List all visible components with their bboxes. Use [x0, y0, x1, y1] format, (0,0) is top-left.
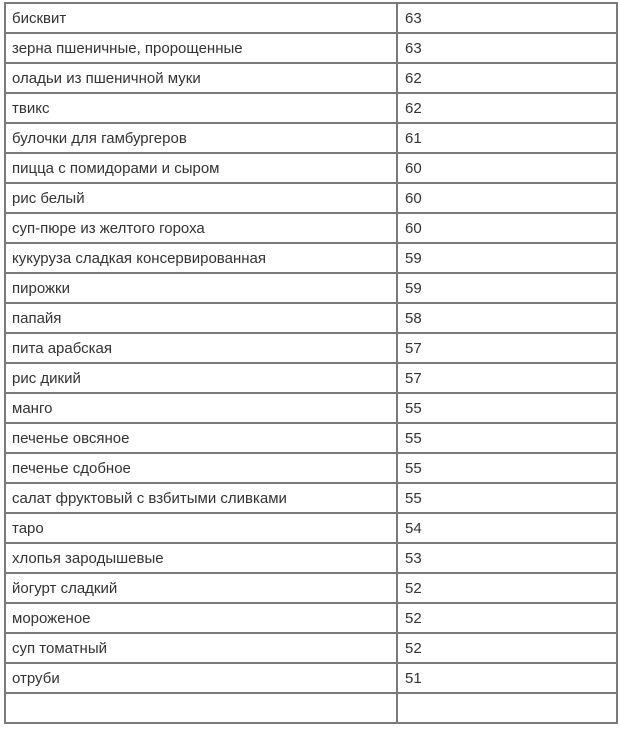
table-row	[5, 153, 617, 183]
food-name-cell: папайя	[5, 303, 397, 333]
glycemic-index-cell: 58	[397, 303, 617, 333]
table-row	[5, 573, 617, 603]
glycemic-index-cell	[397, 693, 617, 723]
food-name-cell: пита арабская	[5, 333, 397, 363]
glycemic-index-cell: 51	[397, 663, 617, 693]
food-name-cell: йогурт сладкий	[5, 573, 397, 603]
glycemic-index-cell: 53	[397, 543, 617, 573]
food-name-cell: салат фруктовый с взбитыми сливками	[5, 483, 397, 513]
food-name-cell: хлопья зародышевые	[5, 543, 397, 573]
food-name-cell: зерна пшеничные, пророщенные	[5, 33, 397, 63]
glycemic-index-cell: 55	[397, 423, 617, 453]
table-row	[5, 3, 617, 33]
table-row	[5, 213, 617, 243]
food-name-cell: печенье сдобное	[5, 453, 397, 483]
food-name-cell: суп-пюре из желтого гороха	[5, 213, 397, 243]
glycemic-index-cell: 60	[397, 183, 617, 213]
food-name-cell: рис дикий	[5, 363, 397, 393]
table-row	[5, 243, 617, 273]
glycemic-index-cell: 52	[397, 633, 617, 663]
glycemic-index-cell: 62	[397, 63, 617, 93]
glycemic-index-cell: 63	[397, 3, 617, 33]
table-body	[5, 3, 617, 723]
food-name-cell: бисквит	[5, 3, 397, 33]
table-row	[5, 93, 617, 123]
food-name-cell: оладьи из пшеничной муки	[5, 63, 397, 93]
food-name-cell: пицца с помидорами и сыром	[5, 153, 397, 183]
food-name-cell: печенье овсяное	[5, 423, 397, 453]
glycemic-index-cell: 61	[397, 123, 617, 153]
glycemic-index-cell: 60	[397, 213, 617, 243]
table-row	[5, 303, 617, 333]
food-name-cell: пирожки	[5, 273, 397, 303]
table-row	[5, 363, 617, 393]
food-name-cell: мороженое	[5, 603, 397, 633]
glycemic-index-cell: 55	[397, 453, 617, 483]
food-name-cell	[5, 693, 397, 723]
table-row	[5, 543, 617, 573]
food-name-cell: булочки для гамбургеров	[5, 123, 397, 153]
food-name-cell: таро	[5, 513, 397, 543]
glycemic-index-cell: 59	[397, 273, 617, 303]
glycemic-index-cell: 54	[397, 513, 617, 543]
table-row	[5, 513, 617, 543]
table-row	[5, 183, 617, 213]
table-row	[5, 603, 617, 633]
table-row	[5, 663, 617, 693]
table-row	[5, 123, 617, 153]
glycemic-index-cell: 55	[397, 483, 617, 513]
table-row	[5, 453, 617, 483]
glycemic-index-cell: 57	[397, 333, 617, 363]
glycemic-index-cell: 57	[397, 363, 617, 393]
table-row	[5, 33, 617, 63]
food-name-cell: суп томатный	[5, 633, 397, 663]
glycemic-index-cell: 52	[397, 573, 617, 603]
glycemic-index-cell: 52	[397, 603, 617, 633]
food-name-cell: манго	[5, 393, 397, 423]
food-name-cell: рис белый	[5, 183, 397, 213]
table-row	[5, 483, 617, 513]
food-name-cell: твикс	[5, 93, 397, 123]
table-row	[5, 333, 617, 363]
table-row	[5, 273, 617, 303]
glycemic-index-cell: 63	[397, 33, 617, 63]
glycemic-index-cell: 59	[397, 243, 617, 273]
table-row	[5, 393, 617, 423]
glycemic-index-cell: 60	[397, 153, 617, 183]
food-name-cell: отруби	[5, 663, 397, 693]
table-row	[5, 63, 617, 93]
glycemic-index-cell: 55	[397, 393, 617, 423]
table-row	[5, 423, 617, 453]
food-name-cell: кукуруза сладкая консервированная	[5, 243, 397, 273]
glycemic-index-table	[4, 2, 618, 724]
table-row	[5, 633, 617, 663]
table-row	[5, 693, 617, 723]
glycemic-index-cell: 62	[397, 93, 617, 123]
